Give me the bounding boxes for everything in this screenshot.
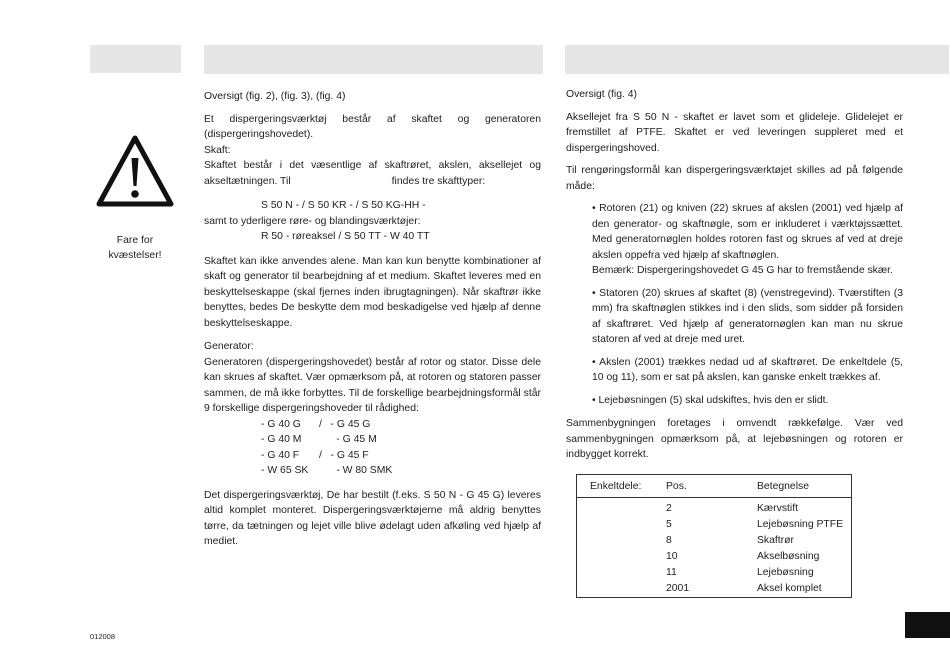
footer-code: 012008: [90, 632, 116, 641]
generator-row: [261, 448, 541, 464]
delivery-paragraph: Det dispergeringsværktøj, De har bestilt (f.eks. S 50 N - G 45 G) leveres altid komplet monteret. Dispergeringsværktøjerne må aldrig benyttes tørre, da tætningen og lejet ville blive ødelagt uden afkøling ved hjælp af mediet.: [204, 489, 541, 547]
generator-row: [261, 432, 541, 448]
header-description: Betegnelse: [757, 481, 809, 492]
warning-block: [95, 134, 175, 264]
page-tab-marker: [905, 612, 950, 638]
header-pos: Pos.: [666, 481, 687, 492]
left-overview-heading: Oversigt (fig. 2), (fig. 3), (fig. 4): [204, 91, 346, 102]
generator-heading: Generator:: [204, 341, 254, 352]
generator-code: - W 80 SMK: [319, 465, 393, 476]
table-row: [577, 533, 851, 549]
bullet-stator: • Statoren (20) skrues af skaftet (8) (venstregevind). Tværstiften (3 mm) fra skaftnøglen stikkes ind i den slids, som sidder på forsiden af skaftrøret. Ved hjælp af generatornøglen kan man nu skrue statoren af ved at dreje med uret.: [592, 287, 903, 345]
shaft-alone-paragraph: Skaftet kan ikke anvendes alene. Man kan kun benytte kombinationer af skaft og generator til bearbejdning af et medium. Skaftet leveres med en beskyttelseskappe (skal fjernes inden ibrugtagningen). Når skaftrør ikke benyttes, bedes De beskytte dem mod beskadigelse ved hjælp af denne beskyttelseskappe.: [204, 255, 541, 329]
shaft-heading: Skaft:: [204, 144, 231, 156]
generator-code: / - G 45 G: [319, 418, 371, 430]
parts-table: [576, 474, 852, 598]
table-row: [577, 549, 851, 565]
parts-table-body: [577, 501, 851, 597]
cell-description: Skaftrør: [757, 535, 794, 546]
warning-label-line1: Fare for: [116, 234, 154, 246]
cell-description: Lejebøsning: [757, 567, 814, 578]
generator-paragraph: Generatoren (dispergeringshovedet) består af rotor og stator. Disse dele kan skrues af skaftet. Vær opmærksom på, at rotoren og statoren passer sammen, de må ikke forbyttes. Til de forskellige bearbejdningsformål står 9 forskellige dispergeringshoveder til rådighed:: [204, 356, 541, 414]
bullet-rotor: • Rotoren (21) og kniven (22) skrues af akslen (2001) ved hjælp af den generator- og skaftnøgle, som er inkluderet i værktøjssættet. Med generatornøglen holdes rotoren fast og skrues af ved at dreje akslen oppefra ved hjælp af skaftnøglen. Bemærk: Dispergeringshovedet G 45 G har to fremstående skær.: [592, 203, 903, 276]
bullet-bushing: • Lejebøsningen (5) skal udskiftes, hvis den er slidt.: [592, 394, 829, 406]
reassembly-paragraph: Sammenbygningen foretages i omvendt rækkefølge. Vær ved sammenbygningen opmærksom på, at lejebøsningen og rotoren er indbygget korrekt.: [566, 418, 903, 460]
warning-triangle-icon: [95, 134, 175, 210]
header-parts: Enkeltdele:: [590, 481, 642, 492]
generator-code: - G 40 F: [261, 449, 300, 461]
cleaning-intro: Til rengøringsformål kan dispergeringsværktøjet skilles ad på følgende måde:: [566, 165, 903, 192]
generator-row: [261, 463, 541, 479]
right-overview-heading: Oversigt (fig. 4): [566, 89, 638, 100]
right-column: [566, 87, 903, 463]
cell-description: Lejebøsning PTFE: [757, 519, 844, 530]
cell-description: Aksel komplet: [757, 583, 822, 594]
bullet-shaft: • Akslen (2001) trækkes nedad ud af skaftrøret. De enkeltdele (5, 10 og 11), som er sat på akslen, kan ganske enkelt trækkes af.: [592, 356, 903, 383]
table-row: [577, 501, 851, 517]
cell-pos: 10: [666, 551, 678, 562]
cell-description: Kærvstift: [757, 503, 798, 514]
cell-pos: 11: [666, 567, 677, 578]
cell-pos: 8: [666, 535, 672, 546]
shaft-types: S 50 N - / S 50 KR - / S 50 KG-HH -: [261, 200, 426, 211]
parts-table-header: [577, 475, 851, 498]
cell-pos: 2001: [666, 583, 690, 594]
intro-paragraph: Et dispergeringsværktøj består af skaftet og generatoren (dispergeringshovedet).: [204, 113, 541, 140]
left-column: [204, 89, 544, 550]
table-row: [577, 581, 851, 597]
left-column-header-bar: [204, 45, 543, 74]
right-column-header-bar: [565, 45, 949, 74]
generator-list: [204, 417, 541, 479]
cell-pos: 2: [666, 503, 672, 514]
generator-code: - G 40 G: [261, 418, 301, 430]
generator-code: / - G 45 F: [319, 449, 369, 461]
generator-row: [261, 417, 541, 433]
generator-code: - W 65 SK: [261, 465, 309, 476]
generator-code: - G 40 M: [261, 434, 302, 445]
warning-label-line2: kvæstelser!: [108, 250, 162, 261]
table-row: [577, 565, 851, 581]
table-row: [577, 517, 851, 533]
cell-pos: 5: [666, 519, 672, 530]
other-tools: R 50 - røreaksel / S 50 TT - W 40 TT: [261, 231, 430, 242]
shaft-paragraph: Skaftet består i det væsentlige af skaftrøret, akslen, aksellejet og akseltætningen. Til findes tre skafttyper:: [204, 160, 544, 187]
other-tools-intro: samt to yderligere røre- og blandingsværktøjer:: [204, 215, 421, 227]
margin-header-bar: [90, 45, 181, 73]
cell-description: Akselbøsning: [757, 551, 820, 562]
bearing-paragraph: Aksellejet fra S 50 N - skaftet er lavet som et glideleje. Glidelejet er fremstillet af PTFE. Skaftet er ved leveringen suppleret med et dispergeringshoved.: [566, 111, 903, 154]
generator-code: - G 45 M: [319, 434, 377, 445]
